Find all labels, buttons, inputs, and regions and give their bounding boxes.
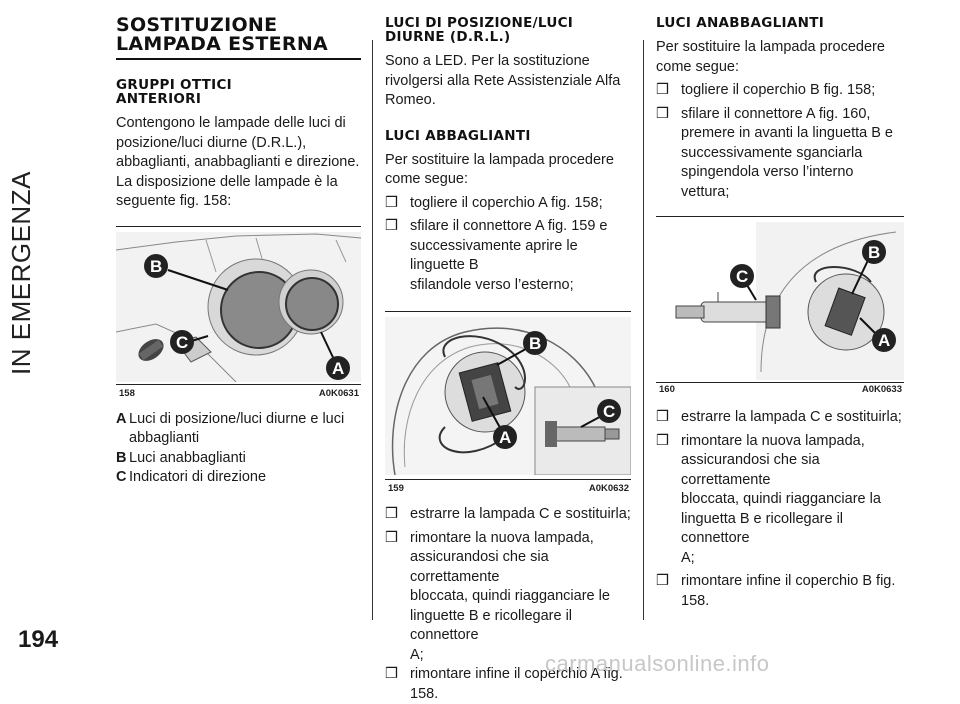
checkbox-icon: ❒ <box>385 194 398 211</box>
step-list <box>656 81 904 202</box>
checkbox-icon: ❒ <box>656 82 669 98</box>
callout-A-label: A <box>878 331 891 350</box>
figure-code: A0K0631 <box>318 387 359 399</box>
section-heading: LUCI DI POSIZIONE/LUCI DIURNE (D.R.L.) <box>385 15 574 45</box>
headlight-illustration <box>116 232 361 382</box>
legend-item: C Indicatori di direzione <box>116 469 267 485</box>
column-1 <box>116 16 361 488</box>
list-item: ❒ rimontare la nuova lampada, assicurandosi che sia correttamente bloccata, quindi riagganciare le linguette B e ricollegare il connettore A; <box>385 529 610 663</box>
title-rule <box>116 58 361 60</box>
step-list <box>656 408 904 611</box>
side-tab <box>0 0 46 678</box>
page-title: SOSTITUZIONE LAMPADA ESTERNA <box>116 14 329 55</box>
list-item: ❒ togliere il coperchio B fig. 158; <box>656 81 904 101</box>
callout-C-label: C <box>176 332 189 352</box>
figure-legend <box>116 410 361 488</box>
figure-159 <box>385 311 631 495</box>
list-item: ❒ togliere il coperchio A fig. 158; <box>385 194 631 214</box>
callout-B-label: B <box>150 256 163 276</box>
checkbox-icon: ❒ <box>385 529 398 546</box>
checkbox-icon: ❒ <box>656 573 669 589</box>
section-heading: GRUPPI OTTICI ANTERIORI <box>116 77 233 107</box>
list-item: ❒ sfilare il connettore A fig. 159 e successivamente aprire le linguette B sfilandole verso l’esterno; <box>385 218 608 293</box>
checkbox-icon: ❒ <box>385 506 398 522</box>
callout-B-label: B <box>529 334 542 353</box>
callout-A-label: A <box>499 428 512 447</box>
step-list <box>385 194 631 296</box>
low-beam-bulb-illustration <box>656 222 904 380</box>
column-3 <box>656 16 904 611</box>
section-title: IN EMERGENZA <box>6 171 36 375</box>
callout-B-label: B <box>868 243 881 262</box>
column-divider <box>643 40 644 620</box>
intro-paragraph: Per sostituire la lampada procedere come segue: <box>656 39 885 75</box>
column-2 <box>385 16 631 704</box>
intro-paragraph: Contengono le lampade delle luci di posizione/luci diurne (D.R.L.), abbaglianti, anabbaglianti e direzione. La disposizione delle lampade è la seguente fig. 158: <box>116 115 360 209</box>
intro-paragraph: Per sostituire la lampada procedere come segue: <box>385 151 614 187</box>
figure-code: A0K0633 <box>861 384 902 395</box>
checkbox-icon: ❒ <box>656 105 669 122</box>
callout-A-label: A <box>332 358 345 378</box>
figure-160 <box>656 216 904 400</box>
section-heading: LUCI ABBAGLIANTI <box>385 127 531 144</box>
column-divider <box>372 40 373 620</box>
figure-158 <box>116 226 361 400</box>
checkbox-icon: ❒ <box>656 409 669 425</box>
list-item: ❒ rimontare infine il coperchio A fig. 158. <box>385 666 623 702</box>
legend-item: A Luci di posizione/luci diurne e luci abbaglianti <box>116 410 345 446</box>
list-item: ❒ rimontare infine il coperchio B fig. 158. <box>656 573 896 609</box>
page-number: 194 <box>18 626 59 653</box>
figure-number: 158 <box>119 387 135 399</box>
watermark: carmanualsonline.info <box>545 651 770 676</box>
list-item: ❒ sfilare il connettore A fig. 160, premere in avanti la linguetta B e successivamente sganciarla spingendola verso l’interno vettura; <box>656 105 893 200</box>
drl-paragraph: Sono a LED. Per la sostituzione rivolgersi alla Rete Assistenziale Alfa Romeo. <box>385 53 621 108</box>
checkbox-icon: ❒ <box>656 432 669 449</box>
figure-number: 159 <box>388 483 404 494</box>
callout-C-label: C <box>603 402 616 421</box>
list-item: ❒ rimontare la nuova lampada, assicurandosi che sia correttamente bloccata, quindi riagganciare la linguetta B e ricollegare il connettore A; <box>656 432 881 566</box>
checkbox-icon: ❒ <box>385 666 398 682</box>
figure-number: 160 <box>659 384 675 395</box>
checkbox-icon: ❒ <box>385 218 398 234</box>
callout-C-label: C <box>736 267 749 286</box>
section-heading: LUCI ANABBAGLIANTI <box>656 15 825 31</box>
figure-code: A0K0632 <box>588 483 629 494</box>
legend-item: B Luci anabbaglianti <box>116 449 246 466</box>
high-beam-bulb-illustration <box>385 317 631 475</box>
list-item: ❒ estrarre la lampada C e sostituirla; <box>656 408 904 428</box>
list-item: ❒ estrarre la lampada C e sostituirla; <box>385 505 631 525</box>
